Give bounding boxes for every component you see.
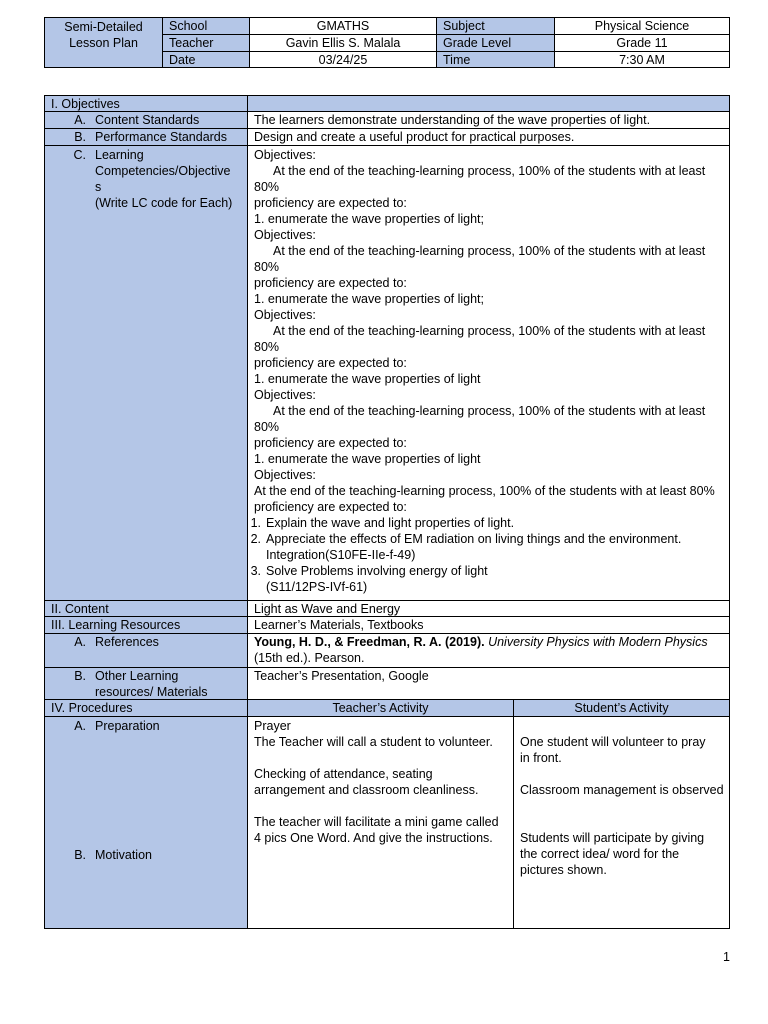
objectives-sentence-full: At the end of the teaching-learning process, 100% of the students with at least 80% [254,484,715,498]
references-letter: A. [74,635,86,649]
lesson-plan-title [44,17,163,68]
page-number: 1 [723,950,730,964]
objectives-item: 1. enumerate the wave properties of light; [254,212,484,226]
school-value: GMATHS [249,17,437,35]
list-item-number: 2. [250,532,261,546]
objectives-percent: 80% [254,340,280,354]
reference-authors: Young, H. D., & Freedman, R. A. (2019). [254,635,485,649]
title-line-2: Lesson Plan [69,36,138,50]
objectives-proficiency: proficiency are expected to: [254,196,407,210]
list-item [248,515,723,531]
time-value: 7:30 AM [554,51,730,68]
content-standards-letter: A. [74,113,86,127]
preparation-label: Preparation [95,719,160,733]
objectives-item: 1. enumerate the wave properties of light [254,372,481,386]
teacher-activity-line: Checking of attendance, seating [254,767,433,781]
objectives-sentence: At the end of the teaching-learning process, 100% of the students with at least [273,244,706,258]
teacher-value: Gavin Ellis S. Malala [249,34,437,52]
objectives-item: 1. enumerate the wave properties of light [254,452,481,466]
objectives-heading-text: Objectives: [254,148,316,162]
objectives-proficiency: proficiency are expected to: [254,356,407,370]
performance-standards-text: Performance Standards [95,130,228,144]
other-resources-label [44,667,248,700]
teacher-activity-header: Teacher’s Activity [247,699,514,717]
content-value: Light as Wave and Energy [247,600,730,617]
list-item-text: Integration(S10FE-IIe-f-49) [266,548,416,562]
time-label: Time [436,51,555,68]
student-activity-line: Classroom management is observed [520,783,724,797]
preparation-letter: A. [74,719,86,733]
subject-label: Subject [436,17,555,35]
date-label: Date [162,51,250,68]
other-resources-value: Teacher’s Presentation, Google [247,667,730,700]
objectives-proficiency: proficiency are expected to: [254,500,407,514]
list-item-text: Solve Problems involving energy of light [266,564,488,578]
learning-label-line-3: s [95,180,102,194]
objectives-percent: 80% [254,420,280,434]
other-resources-letter: B. [74,669,86,683]
motivation-label: Motivation [95,848,152,862]
content-standards-label [44,111,248,129]
teacher-label: Teacher [162,34,250,52]
learning-label-line-4: (Write LC code for Each) [95,196,233,210]
list-item-number: 3. [250,564,261,578]
performance-standards-value: Design and create a useful product for practical purposes. [247,128,730,146]
list-item [248,563,723,595]
student-activity-line: pictures shown. [520,863,607,877]
content-heading: II. Content [44,600,248,617]
student-activity-cell [513,716,730,929]
list-item-number: 1. [250,516,261,530]
objectives-proficiency: proficiency are expected to: [254,436,407,450]
procedures-heading: IV. Procedures [44,699,248,717]
objectives-proficiency: proficiency are expected to: [254,276,407,290]
learning-competencies-label [44,145,248,601]
procedures-steps-column [44,716,248,929]
student-activity-header: Student’s Activity [513,699,730,717]
teacher-activity-line: 4 pics One Word. And give the instructions. [254,831,493,845]
grade-level-label: Grade Level [436,34,555,52]
learning-objectives-value [247,145,730,601]
teacher-activity-line: The Teacher will call a student to volunteer. [254,735,493,749]
learning-label-line-1: Learning [95,148,144,162]
learning-resources-value: Learner’s Materials, Textbooks [247,616,730,634]
teacher-activity-cell [247,716,514,929]
list-item-text: (S11/12PS-IVf-61) [266,580,368,594]
objectives-sentence: At the end of the teaching-learning process, 100% of the students with at least [273,164,706,178]
other-resources-label-line-2: resources/ Materials [95,685,208,699]
objectives-sentence: At the end of the teaching-learning process, 100% of the students with at least [273,324,706,338]
reference-edition: (15th ed.). Pearson. [254,651,365,665]
teacher-activity-line: arrangement and classroom cleanliness. [254,783,479,797]
reference-title: University Physics with Modern Physics [488,635,708,649]
school-label: School [162,17,250,35]
objectives-numbered-list [248,515,723,595]
objectives-sentence: At the end of the teaching-learning process, 100% of the students with at least [273,404,706,418]
content-standards-text: Content Standards [95,113,200,127]
objectives-heading-text: Objectives: [254,308,316,322]
learning-competencies-letter: C. [73,148,86,162]
student-activity-line: Students will participate by giving [520,831,705,845]
objectives-heading-text: Objectives: [254,388,316,402]
date-value: 03/24/25 [249,51,437,68]
objectives-heading-fill [247,95,730,112]
list-item-text: Appreciate the effects of EM radiation on living things and the environment. [266,532,682,546]
content-standards-value: The learners demonstrate understanding of the wave properties of light. [247,111,730,129]
references-text: References [95,635,159,649]
performance-standards-letter: B. [74,130,86,144]
objectives-heading: I. Objectives [44,95,248,112]
list-item-text: Explain the wave and light properties of light. [266,516,515,530]
teacher-activity-line: The teacher will facilitate a mini game called [254,815,499,829]
objectives-heading-text: Objectives: [254,228,316,242]
student-activity-line: One student will volunteer to pray [520,735,706,749]
objectives-percent: 80% [254,260,280,274]
list-item [248,531,723,563]
objectives-percent: 80% [254,180,280,194]
other-resources-label-line-1: Other Learning [95,669,179,683]
prayer-text: Prayer [254,719,291,733]
motivation-letter: B. [74,848,86,862]
student-activity-line: in front. [520,751,562,765]
subject-value: Physical Science [554,17,730,35]
references-value [247,633,730,668]
learning-resources-heading: III. Learning Resources [44,616,248,634]
learning-label-line-2: Competencies/Objective [95,164,231,178]
title-line-1: Semi-Detailed [64,20,143,34]
objectives-heading-text: Objectives: [254,468,316,482]
grade-level-value: Grade 11 [554,34,730,52]
student-activity-line: the correct idea/ word for the [520,847,680,861]
objectives-item: 1. enumerate the wave properties of light; [254,292,484,306]
references-label [44,633,248,668]
performance-standards-label [44,128,248,146]
